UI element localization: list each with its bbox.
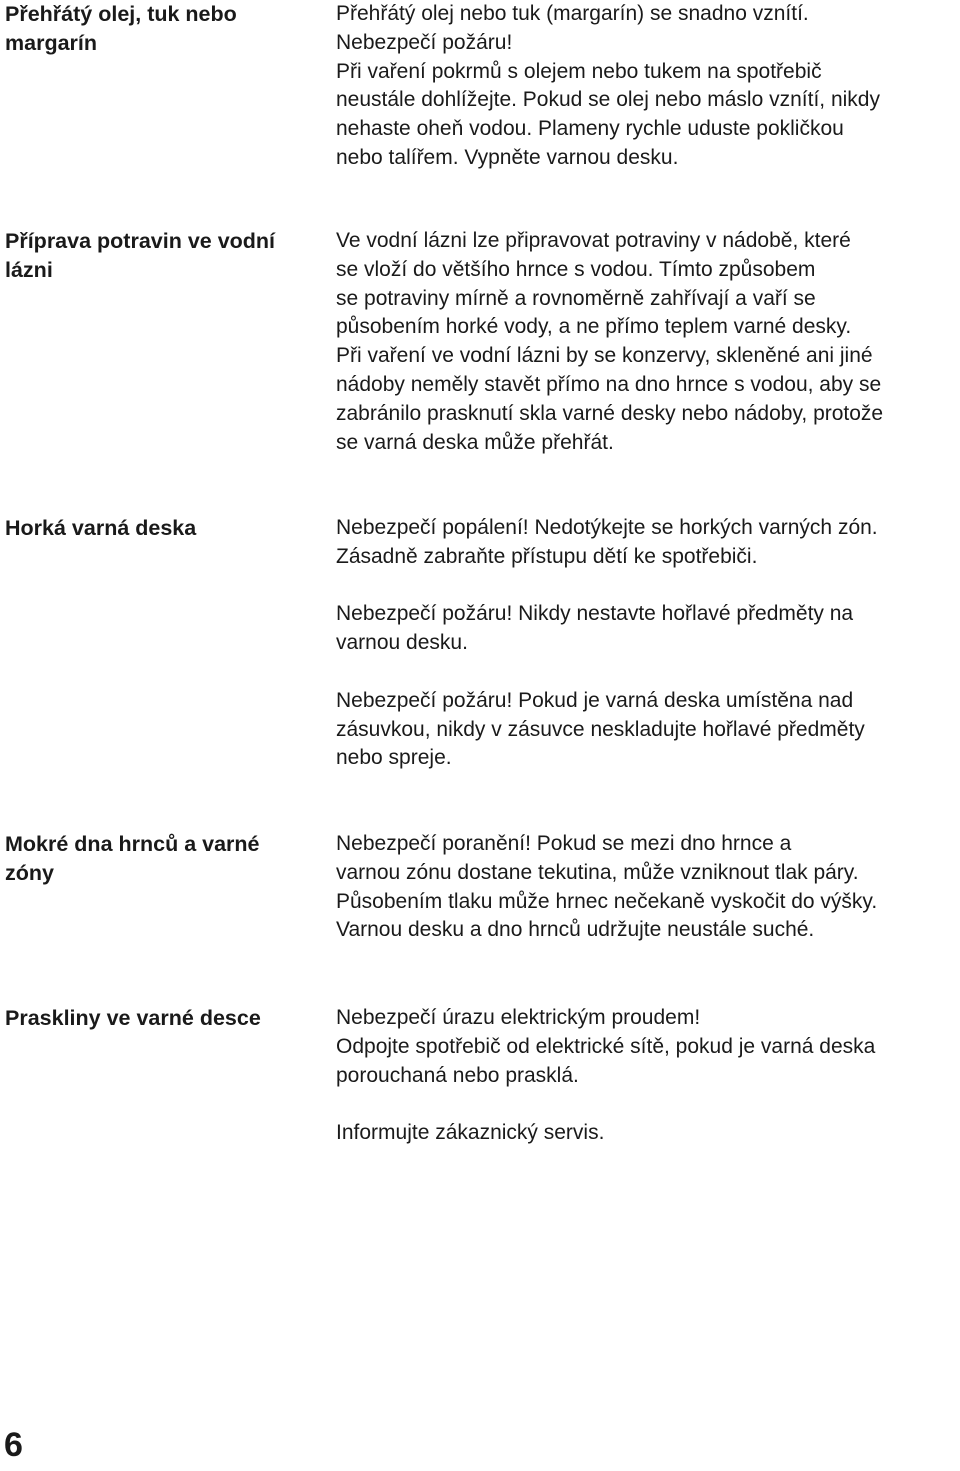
text-line: Zásadně zabraňte přístupu dětí ke spotřebiči. — [336, 544, 758, 568]
text-line: se potraviny mírně a rovnoměrně zahřívají a vaří se — [336, 286, 816, 310]
section-body — [336, 227, 960, 457]
text-line: Nebezpečí popálení! Nedotýkejte se horkých varných zón. — [336, 516, 878, 539]
text-line: Působením tlaku může hrnec nečekaně vyskočit do výšky. — [336, 889, 878, 913]
text-line: Nebezpečí úrazu elektrickým proudem! — [336, 1006, 701, 1029]
text-line: se vloží do většího hrnce s vodou. Tímto způsobem — [336, 257, 816, 281]
text-line: nádoby neměly stavět přímo na dno hrnce s vodou, aby se — [336, 372, 882, 396]
text-line: Při vaření pokrmů s olejem nebo tukem na spotřebič — [336, 59, 822, 83]
text-line: Nebezpečí poranění! Pokud se mezi dno hrnce a — [336, 832, 792, 855]
section-heading — [5, 1004, 305, 1033]
text-line: Informujte zákaznický servis. — [336, 1121, 605, 1145]
text-line: nebo talířem. Vypněte varnou desku. — [336, 145, 679, 169]
text-line: působením horké vody, a ne přímo teplem varné desky. — [336, 315, 852, 339]
section-heading — [5, 514, 305, 543]
section-body — [336, 0, 960, 173]
text-line: varnou zónu dostane tekutina, může vzniknout tlak páry. — [336, 860, 859, 884]
paragraph — [336, 227, 960, 457]
section-heading — [5, 830, 305, 888]
heading-line: margarín — [5, 30, 98, 55]
text-line: Nebezpečí požáru! — [336, 30, 513, 54]
heading-line: zóny — [5, 860, 54, 885]
section-heading — [5, 227, 305, 285]
text-line: zásuvkou, nikdy v zásuvce neskladujte hořlavé předměty — [336, 717, 865, 741]
text-line: varnou desku. — [336, 631, 468, 655]
text-line: Varnou desku a dno hrnců udržujte neustále suché. — [336, 918, 815, 942]
paragraph — [336, 830, 960, 945]
text-line: porouchaná nebo prasklá. — [336, 1063, 579, 1087]
heading-line: Mokré dna hrnců a varné — [5, 832, 260, 856]
paragraph — [336, 0, 960, 173]
text-line: Nebezpečí požáru! Pokud je varná deska umístěna nad — [336, 688, 854, 712]
paragraph — [336, 1004, 960, 1090]
text-line: zabránilo prasknutí skla varné desky nebo nádoby, protože — [336, 401, 884, 425]
section-body — [336, 1004, 960, 1148]
heading-line: Příprava potravin ve vodní — [5, 229, 276, 253]
text-line: neustále dohlížejte. Pokud se olej nebo máslo vznítí, nikdy — [336, 88, 880, 112]
paragraph — [336, 1119, 960, 1148]
text-line: nebo spreje. — [336, 746, 452, 770]
text-line: se varná deska může přehřát. — [336, 430, 614, 454]
text-line: Nebezpečí požáru! Nikdy nestavte hořlavé předměty na — [336, 602, 854, 626]
paragraph — [336, 600, 960, 658]
page-number: 6 — [4, 1426, 23, 1464]
heading-line: lázni — [5, 257, 53, 282]
text-line: Odpojte spotřebič od elektrické sítě, pokud je varná deska — [336, 1034, 876, 1058]
text-line: Při vaření ve vodní lázni by se konzervy, skleněné ani jiné — [336, 344, 873, 368]
section-body — [336, 830, 960, 945]
section-body — [336, 514, 960, 773]
text-line: Přehřátý olej nebo tuk (margarín) se snadno vznítí. — [336, 2, 809, 25]
paragraph — [336, 514, 960, 572]
section-heading — [5, 0, 305, 58]
heading-line: Praskliny ve varné desce — [5, 1006, 261, 1030]
paragraph — [336, 687, 960, 773]
heading-line: Přehřátý olej, tuk nebo — [5, 2, 237, 26]
heading-line: Horká varná deska — [5, 516, 197, 540]
text-line: Ve vodní lázni lze připravovat potraviny v nádobě, které — [336, 229, 851, 252]
text-line: nehaste oheň vodou. Plameny rychle uduste pokličkou — [336, 117, 844, 141]
